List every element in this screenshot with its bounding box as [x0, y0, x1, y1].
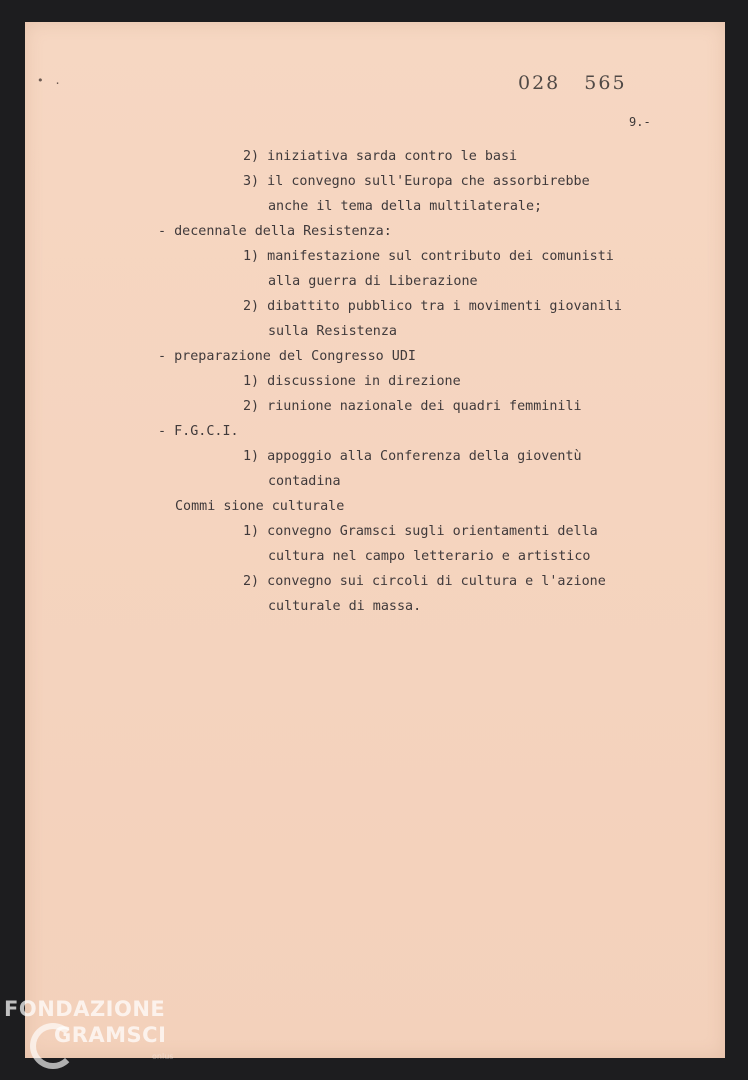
text-line: 2) convegno sui circoli di cultura e l'azione	[243, 574, 606, 589]
text-line: 1) convegno Gramsci sugli orientamenti della	[243, 524, 598, 539]
archive-number: 028 565	[518, 72, 627, 94]
text-line: 2) iniziativa sarda contro le basi	[243, 149, 518, 164]
text-line: contadina	[268, 474, 341, 489]
text-line: sulla Resistenza	[268, 324, 397, 339]
document-page	[25, 22, 725, 1058]
text-line: 1) discussione in direzione	[243, 374, 461, 389]
section-heading: - preparazione del Congresso UDI	[158, 349, 416, 364]
text-line: 2) dibattito pubblico tra i movimenti giovanili	[243, 299, 622, 314]
section-heading: Commi sione culturale	[175, 499, 345, 514]
watermark-small-text: onlus	[152, 1052, 174, 1061]
section-heading: - decennale della Resistenza:	[158, 224, 392, 239]
text-line: cultura nel campo letterario e artistico	[268, 549, 591, 564]
paper-mark: • .	[37, 74, 63, 87]
text-line: culturale di massa.	[268, 599, 422, 614]
watermark-line-1: FONDAZIONE	[4, 997, 166, 1021]
watermark-logo	[4, 997, 194, 1077]
section-heading: - F.G.C.I.	[158, 424, 239, 439]
page-number: 9.-	[629, 115, 651, 129]
text-line: 1) appoggio alla Conferenza della gioventù	[243, 449, 582, 464]
text-line: 1) manifestazione sul contributo dei comunisti	[243, 249, 614, 264]
watermark-line-2: GRAMSCI	[54, 1023, 167, 1047]
text-line: 2) riunione nazionale dei quadri femminili	[243, 399, 582, 414]
text-line: alla guerra di Liberazione	[268, 274, 478, 289]
text-line: anche il tema della multilaterale;	[268, 199, 543, 214]
text-line: 3) il convegno sull'Europa che assorbirebbe	[243, 174, 590, 189]
